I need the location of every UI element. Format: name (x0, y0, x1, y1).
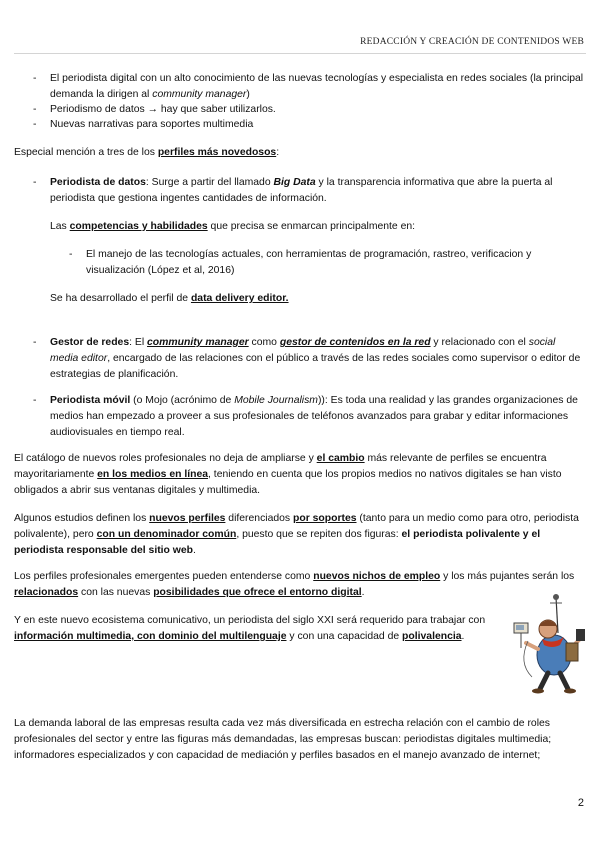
list-item: Nuevas narrativas para soportes multimedia (50, 119, 254, 130)
journalist-illustration (498, 593, 590, 695)
profile-mobile-journalist: Periodista móvil (o Mojo (acrónimo de Mobile Journalism)): Es toda una realidad y las grandes organizaciones de medios han empezado a proveer a sus profesionales de teléfonos avanzados para grabar y editar informaciones audiovisuales en tiempo real. (50, 395, 578, 438)
bullet-dash: - (33, 119, 37, 130)
paragraph-studies: Algunos estudios definen los nuevos perfiles diferenciados por soportes (tanto para un medio como para otro, periodista polivalente), pero con un denominador común, puesto que se repiten dos figuras: el periodista polivalente y el periodista responsable del sitio web. (14, 513, 579, 556)
profile-social-manager: Gestor de redes: El community manager como gestor de contenidos en la red y relacionado con el social media editor, encargado de las relaciones con el público a través de las redes sociales como supervisor o editor de estrategias de planificación. (50, 337, 581, 380)
competencies-line: Las competencias y habilidades que precisa se enmarcan principalmente en: (50, 221, 416, 232)
profile-data-journalist: Periodista de datos: Surge a partir del llamado Big Data y la transparencia informativa que abre la puerta al periodista que gestiona ingentes cantidades de información. (50, 177, 553, 204)
page-number: 2 (577, 797, 584, 809)
paragraph-emerging: Los perfiles profesionales emergentes pueden entenderse como nuevos nichos de empleo y los más pujantes serán los relacionados con las nuevas posibilidades que ofrece el entorno digital. (14, 571, 575, 598)
bullet-dash: - (33, 395, 37, 406)
sub-list-item: El manejo de las tecnologías actuales, con herramientas de programación, rastreo, verificacion y visualización (López et al, 2016) (86, 249, 532, 276)
paragraph-ecosystem: Y en este nuevo ecosistema comunicativo, un periodista del siglo XXI será requerido para trabajar con información multimedia, con dominio del multilenguaje y con una capacidad de polivalencia. (14, 615, 486, 642)
bullet-dash: - (33, 177, 37, 188)
paragraph-labor-demand: La demanda laboral de las empresas resulta cada vez más diversificada en estrecha relación con el cambio de roles profesionales del sector y entre las figuras más demandadas, las empresas buscan: periodistas digitales multimedia; informadores especializados y con capacidad de mediación y perfiles basados en el manejo avanzado de internet; (14, 718, 552, 761)
bullet-dash: - (33, 104, 37, 115)
list-item: El periodista digital con un alto conocimiento de las nuevas tecnologías y especialista en redes sociales (la principal demanda la dirigen al community manager) (50, 73, 584, 100)
bullet-dash: - (69, 249, 73, 260)
bullet-dash: - (33, 73, 37, 84)
data-delivery-line: Se ha desarrollado el perfil de data delivery editor. (50, 293, 289, 304)
intro-paragraph: Especial mención a tres de los perfiles más novedosos: (14, 147, 280, 158)
list-item: Periodismo de datos → hay que saber utilizarlos. (50, 104, 276, 115)
header-divider (14, 53, 586, 54)
paragraph-catalog: El catálogo de nuevos roles profesionales no deja de ampliarse y el cambio más relevante de perfiles se encuentra mayoritariamente en los medios en línea, teniendo en cuenta que los propios medios no nativos digitales se han visto obligados a abrir sus ventanas digitales y multimedia. (14, 453, 562, 496)
document-header: REDACCIÓN Y CREACIÓN DE CONTENIDOS WEB (360, 37, 584, 47)
bullet-dash: - (33, 337, 37, 348)
